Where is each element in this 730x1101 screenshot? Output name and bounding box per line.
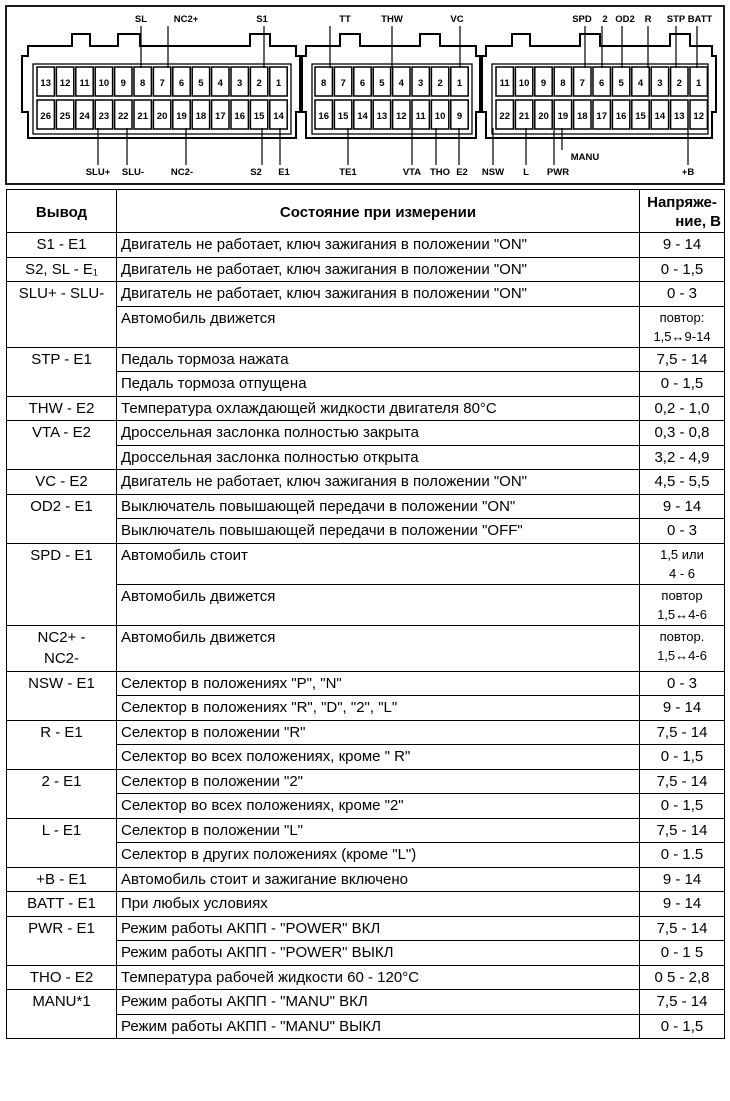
pin-cell: PWR - E1 (7, 916, 117, 941)
voltage-cell: 9 - 14 (640, 494, 725, 519)
table-row (7, 745, 725, 770)
pin-label-top: 2 (602, 14, 608, 25)
condition-cell: Селектор в положении "R" (117, 720, 640, 745)
pin-cell: S2, SL - E₁ (7, 257, 117, 282)
pin-cell (7, 584, 117, 625)
pin-cell: SPD - E1 (7, 543, 117, 584)
pin-number: 13 (674, 111, 685, 122)
condition-cell: Режим работы АКПП - "MANU" ВКЛ (117, 990, 640, 1015)
pin-cell (7, 745, 117, 770)
pin-number: 12 (693, 111, 704, 122)
table-row (7, 941, 725, 966)
voltage-line1: повтор (661, 587, 703, 603)
table-row (7, 306, 725, 347)
pin-cell: S1 - E1 (7, 233, 117, 258)
table-body (7, 233, 725, 1039)
pin-label-bottom: MANU (570, 152, 600, 163)
pin-number: 12 (59, 78, 71, 89)
header-condition: Состояние при измерении (117, 190, 640, 233)
pin-number: 2 (437, 78, 443, 89)
pin-cell (7, 445, 117, 470)
voltage-cell: 0,3 - 0,8 (640, 421, 725, 446)
pin-number: 5 (379, 78, 385, 89)
table-row (7, 625, 725, 671)
pin-number: 2 (676, 78, 682, 89)
pin-number: 23 (98, 111, 110, 122)
condition-cell: Дроссельная заслонка полностью закрыта (117, 421, 640, 446)
pin-number: 22 (118, 111, 129, 122)
pin-label-top: NC2+ (173, 14, 199, 25)
pin-voltage-table (6, 189, 725, 1039)
pin-label-bottom: VTA (402, 167, 422, 178)
pin-cell: VTA - E2 (7, 421, 117, 446)
condition-cell: Селектор во всех положениях, кроме "2" (117, 794, 640, 819)
pin-label-top: SL (134, 14, 148, 25)
voltage-line2: 4 - 6 (668, 565, 695, 581)
condition-cell: Двигатель не работает, ключ зажигания в положении "ON" (117, 470, 640, 495)
voltage-cell: 9 - 14 (640, 867, 725, 892)
header-voltage (640, 190, 725, 233)
pin-number: 5 (198, 78, 204, 89)
table-row (7, 867, 725, 892)
table-row (7, 396, 725, 421)
pin-cell: VC - E2 (7, 470, 117, 495)
pin-label-top: STP (666, 14, 686, 25)
pin-cell: BATT - E1 (7, 892, 117, 917)
table-row (7, 494, 725, 519)
pin-cell (7, 794, 117, 819)
table-row (7, 543, 725, 584)
pin-number: 5 (618, 78, 624, 89)
voltage-cell: 0 - 1.5 (640, 843, 725, 868)
voltage-cell (640, 625, 725, 671)
condition-cell: Автомобиль стоит (117, 543, 640, 584)
pin-label-bottom: S2 (250, 167, 262, 178)
condition-cell: Селектор в положении "L" (117, 818, 640, 843)
voltage-cell: 9 - 14 (640, 892, 725, 917)
pin-cell (7, 1014, 117, 1039)
pin-label-top: VC (450, 14, 464, 25)
table-row (7, 720, 725, 745)
pin-label-bottom: E1 (278, 167, 290, 178)
voltage-cell: 0 - 1,5 (640, 1014, 725, 1039)
voltage-cell (640, 543, 725, 584)
pin-label-top: SPD (572, 14, 592, 25)
voltage-cell: 0 - 1,5 (640, 745, 725, 770)
condition-cell: Режим работы АКПП - "POWER" ВКЛ (117, 916, 640, 941)
condition-cell: Автомобиль движется (117, 584, 640, 625)
pin-number: 16 (615, 111, 627, 122)
pin-label-top: BATT (687, 14, 713, 25)
table-row (7, 347, 725, 372)
pin-number: 19 (557, 111, 569, 122)
pin-cell: OD2 - E1 (7, 494, 117, 519)
pin-number: 14 (654, 111, 666, 122)
voltage-line2: 1,5↔4-6 (657, 647, 707, 663)
pin-number: 11 (499, 78, 510, 89)
pin-line2: NC2- (43, 650, 79, 667)
table-row (7, 965, 725, 990)
condition-cell: Селектор в других положениях (кроме "L") (117, 843, 640, 868)
voltage-cell: 0 - 3 (640, 282, 725, 307)
pin-number: 9 (120, 78, 126, 89)
pin-label-bottom: NSW (481, 167, 505, 178)
pin-number: 6 (178, 78, 185, 89)
voltage-cell (640, 306, 725, 347)
pin-number: 15 (635, 111, 646, 122)
pin-number: 17 (215, 111, 226, 122)
table-row (7, 1014, 725, 1039)
table-header-row (7, 190, 725, 233)
pin-number: 15 (337, 111, 349, 122)
condition-cell: Педаль тормоза отпущена (117, 372, 640, 397)
pin-number: 7 (159, 78, 165, 89)
pin-label-bottom: L (523, 167, 529, 178)
pin-number: 4 (637, 78, 644, 89)
pin-number: 1 (456, 78, 463, 89)
condition-cell: Выключатель повышающей передачи в положении "OFF" (117, 519, 640, 544)
pin-number: 2 (256, 78, 262, 89)
pin-cell: SLU+ - SLU- (7, 282, 117, 307)
pin-number: 8 (560, 78, 566, 89)
pin-number: 19 (176, 111, 187, 122)
pin-cell: +B - E1 (7, 867, 117, 892)
pin-number: 10 (98, 78, 110, 89)
pin-number: 26 (40, 111, 51, 122)
pin-number: 13 (40, 78, 51, 89)
pin-number: 11 (415, 111, 426, 122)
table-row (7, 671, 725, 696)
pin-label-bottom: TE1 (339, 167, 357, 178)
pin-cell: STP - E1 (7, 347, 117, 372)
pin-number: 11 (79, 78, 90, 89)
condition-cell: При любых условиях (117, 892, 640, 917)
voltage-cell: 0 - 1,5 (640, 794, 725, 819)
pin-number: 3 (418, 78, 424, 89)
pin-number: 21 (137, 111, 148, 122)
voltage-cell: 3,2 - 4,9 (640, 445, 725, 470)
pin-number: 14 (273, 111, 284, 122)
table-row (7, 794, 725, 819)
pin-label-bottom: SLU+ (85, 167, 111, 178)
pin-label-top: R (644, 14, 652, 25)
pin-cell: R - E1 (7, 720, 117, 745)
pin-number: 10 (434, 111, 446, 122)
pin-cell: THO - E2 (7, 965, 117, 990)
pin-number: 16 (234, 111, 245, 122)
pin-number: 17 (596, 111, 607, 122)
pin-number: 18 (195, 111, 207, 122)
voltage-line2: 1,5↔4-6 (657, 606, 707, 622)
pin-label-top: OD2 (615, 14, 635, 25)
pin-number: 12 (396, 111, 407, 122)
pin-number: 4 (398, 78, 404, 89)
voltage-cell: 0 - 1 5 (640, 941, 725, 966)
pin-number: 6 (359, 78, 366, 89)
pin-number: 1 (696, 78, 702, 89)
table-row (7, 696, 725, 721)
voltage-line1: повтор. (659, 628, 705, 644)
table-row (7, 843, 725, 868)
pin-number: 7 (340, 78, 346, 89)
pin-line1: NC2+ - (37, 628, 86, 646)
table-row (7, 257, 725, 282)
pin-cell: L - E1 (7, 818, 117, 843)
table-row (7, 282, 725, 307)
pin-cell (7, 625, 117, 671)
pin-number: 20 (156, 111, 168, 122)
condition-cell: Селектор в положениях "R", "D", "2", "L" (117, 696, 640, 721)
pin-label-bottom: SLU- (121, 167, 145, 178)
pin-number: 1 (275, 78, 282, 89)
voltage-cell: 7,5 - 14 (640, 347, 725, 372)
voltage-cell: 0 - 1,5 (640, 372, 725, 397)
pin-label-top: TT (339, 14, 351, 25)
pin-label-bottom: THO (429, 167, 451, 178)
header-voltage-line2: ние, В (675, 213, 721, 230)
pin-number: 22 (499, 111, 510, 122)
condition-cell: Автомобиль движется (117, 306, 640, 347)
pin-number: 7 (579, 78, 585, 89)
voltage-line2: 1,5↔9-14 (653, 328, 711, 344)
table-row (7, 519, 725, 544)
pin-number: 13 (376, 111, 388, 122)
condition-cell: Педаль тормоза нажата (117, 347, 640, 372)
voltage-cell: 0,2 - 1,0 (640, 396, 725, 421)
pin-label-top: S1 (256, 14, 268, 25)
condition-cell: Селектор во всех положениях, кроме " R" (117, 745, 640, 770)
voltage-cell (640, 584, 725, 625)
condition-cell: Селектор в положении "2" (117, 769, 640, 794)
pin-cell (7, 372, 117, 397)
condition-cell: Температура охлаждающей жидкости двигателя 80°C (117, 396, 640, 421)
voltage-cell: 0 - 1,5 (640, 257, 725, 282)
pin-number: 21 (518, 111, 530, 122)
condition-cell: Селектор в положениях "P", "N" (117, 671, 640, 696)
pin-number: 3 (237, 78, 243, 89)
condition-cell: Режим работы АКПП - "MANU" ВЫКЛ (117, 1014, 640, 1039)
voltage-cell: 0 - 3 (640, 671, 725, 696)
voltage-cell: 0 5 - 2,8 (640, 965, 725, 990)
pin-cell: THW - E2 (7, 396, 117, 421)
pin-number: 15 (253, 111, 265, 122)
pin-number: 20 (538, 111, 549, 122)
pin-number: 9 (540, 78, 547, 89)
table-row (7, 421, 725, 446)
pin-number: 8 (140, 78, 146, 89)
table-row (7, 818, 725, 843)
voltage-cell: 9 - 14 (640, 233, 725, 258)
condition-cell: Двигатель не работает, ключ зажигания в положении "ON" (117, 233, 640, 258)
pin-number: 8 (321, 78, 327, 89)
table-row (7, 916, 725, 941)
table-row (7, 233, 725, 258)
pin-number: 16 (318, 111, 329, 122)
voltage-cell: 0 - 3 (640, 519, 725, 544)
pin-cell (7, 519, 117, 544)
condition-cell: Режим работы АКПП - "POWER" ВЫКЛ (117, 941, 640, 966)
voltage-cell: 7,5 - 14 (640, 916, 725, 941)
pin-cell: NSW - E1 (7, 671, 117, 696)
pin-number: 6 (599, 78, 605, 89)
pin-number: 10 (518, 78, 530, 89)
table-row (7, 769, 725, 794)
pin-label-bottom: NC2- (170, 167, 194, 178)
pin-label-bottom: PWR (546, 167, 570, 178)
pin-label-bottom: E2 (456, 167, 468, 178)
condition-cell: Двигатель не работает, ключ зажигания в положении "ON" (117, 282, 640, 307)
pin-number: 24 (79, 111, 90, 122)
table-row (7, 892, 725, 917)
connector-diagram (0, 0, 730, 190)
header-pin: Вывод (7, 190, 117, 233)
pin-label-bottom: +B (681, 167, 695, 178)
pin-number: 3 (657, 78, 663, 89)
voltage-cell: 9 - 14 (640, 696, 725, 721)
table-row (7, 584, 725, 625)
pin-number: 18 (577, 111, 588, 122)
pin-number: 4 (217, 78, 223, 89)
condition-cell: Двигатель не работает, ключ зажигания в положении "ON" (117, 257, 640, 282)
header-voltage-line1: Напряже- (647, 194, 717, 211)
pin-number: 25 (59, 111, 71, 122)
pin-cell (7, 696, 117, 721)
condition-cell: Автомобиль стоит и зажигание включено (117, 867, 640, 892)
voltage-cell: 7,5 - 14 (640, 769, 725, 794)
table-row (7, 445, 725, 470)
pin-cell (7, 843, 117, 868)
pin-cell: 2 - E1 (7, 769, 117, 794)
pin-number: 14 (357, 111, 368, 122)
voltage-line1: повтор: (659, 309, 705, 325)
pin-label-top: THW (381, 14, 403, 25)
voltage-cell: 7,5 - 14 (640, 818, 725, 843)
voltage-line1: 1,5 или (660, 546, 704, 562)
voltage-cell: 7,5 - 14 (640, 990, 725, 1015)
condition-cell: Дроссельная заслонка полностью открыта (117, 445, 640, 470)
table-row (7, 990, 725, 1015)
pin-cell (7, 306, 117, 347)
pin-cell: MANU*1 (7, 990, 117, 1015)
condition-cell: Температура рабочей жидкости 60 - 120°C (117, 965, 640, 990)
voltage-cell: 7,5 - 14 (640, 720, 725, 745)
pin-cell (7, 941, 117, 966)
voltage-cell: 4,5 - 5,5 (640, 470, 725, 495)
pin-number: 9 (456, 111, 463, 122)
condition-cell: Выключатель повышающей передачи в положении "ON" (117, 494, 640, 519)
table-row (7, 372, 725, 397)
table-row (7, 470, 725, 495)
condition-cell: Автомобиль движется (117, 625, 640, 671)
